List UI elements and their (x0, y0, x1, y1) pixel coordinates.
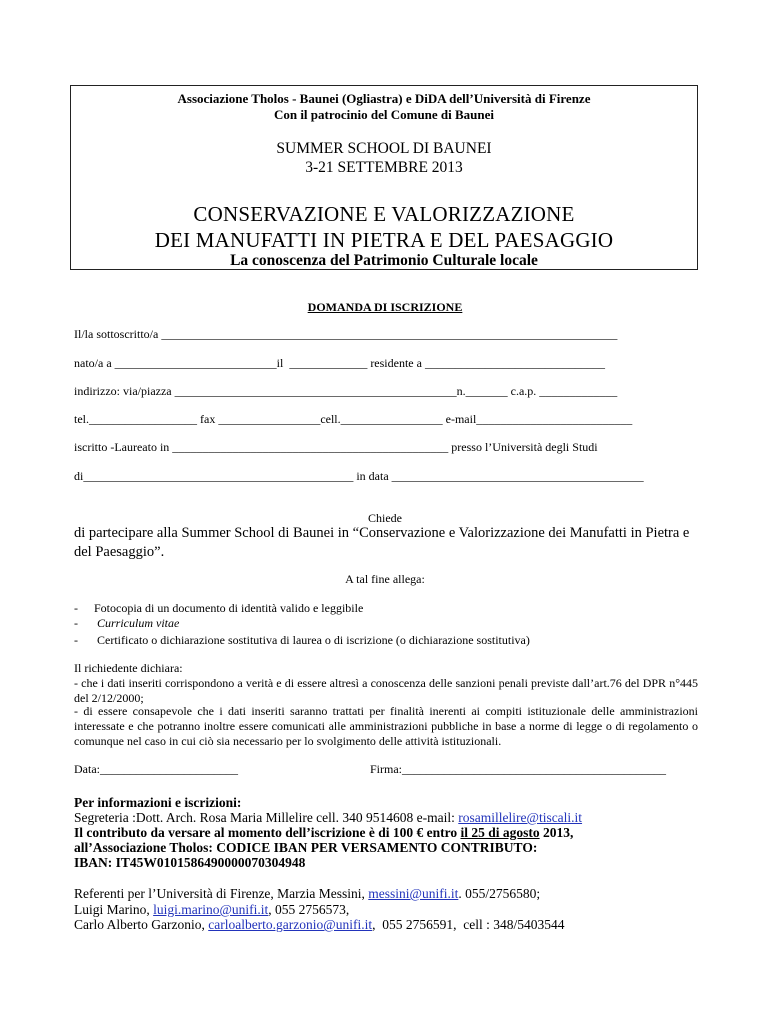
referent-2-email-link[interactable]: luigi.marino@unifi.it (153, 902, 269, 917)
list-bullet: - (74, 633, 78, 647)
referent-2 (74, 902, 349, 918)
info-iban-label: all’Associazione Tholos: CODICE IBAN PER VERSAMENTO CONTRIBUTO: (74, 840, 538, 855)
form-row-birth-residence[interactable]: nato/a a ___________________________il _____________ residente a ______________________________ (74, 356, 605, 370)
header-title-line1: CONSERVAZIONE E VALORIZZAZIONE (193, 202, 575, 226)
header-school-name: SUMMER SCHOOL DI BAUNEI (276, 140, 492, 157)
referent-3-text: Carlo Alberto Garzonio, (74, 917, 209, 932)
request-text: di partecipare alla Summer School di Baunei in “Conservazione e Valorizzazione dei Manufatti in Pietra e del Paesaggio”. (74, 525, 690, 560)
referent-1-phone: . 055/2756580; (458, 886, 541, 901)
header-subtitle: La conoscenza del Patrimonio Culturale locale (230, 252, 538, 269)
declaration-heading: Il richiedente dichiara: (74, 661, 183, 675)
declaration-paragraph-2: - di essere consapevole che i dati inseriti saranno trattati per finalità inerenti ai compiti istituzionale delle amministrazioni interessate e che potranno inoltre essere comunicati alle amministrazioni pubbliche in base a norme di legge o di regolamento o comunque nel caso in cui ciò sia necessario per lo svolgimento delle attività istituzionali. (74, 704, 698, 748)
request-heading: Chiede (368, 511, 402, 525)
form-title: DOMANDA DI ISCRIZIONE (307, 300, 463, 314)
info-heading: Per informazioni e iscrizioni: (74, 795, 242, 810)
info-contribution (74, 825, 573, 841)
referent-2-phone: , 055 2756573, (268, 902, 350, 917)
form-row-name[interactable]: Il/la sottoscritto/a ____________________________________________________________________________ (74, 327, 618, 341)
declaration-paragraph-1: - che i dati inseriti corrispondono a verità e di essere altresì a conoscenza delle sanzioni penali previste dall’art.76 del DPR n°445 del 2/12/2000; (74, 676, 698, 705)
date-field[interactable]: Data:_______________________ (74, 762, 238, 776)
referent-1-email-link[interactable]: messini@unifi.it (368, 886, 459, 901)
info-secretary (74, 810, 582, 826)
referent-3-email-link[interactable]: carloalberto.garzonio@unifi.it (208, 917, 373, 932)
list-item: Fotocopia di un documento di identità valido e leggibile (94, 601, 364, 615)
referent-3 (74, 917, 564, 933)
list-bullet: - (74, 601, 78, 615)
form-row-contacts[interactable]: tel.__________________ fax _________________cell._________________ e-mail__________________________ (74, 412, 633, 426)
referent-2-text: Luigi Marino, (74, 902, 154, 917)
referent-3-phone: , 055 2756591, cell : 348/5403544 (372, 917, 565, 932)
info-secretary-text: Segreteria :Dott. Arch. Rosa Maria Millelire cell. 340 9514608 e-mail: (74, 810, 459, 825)
secretary-email-link[interactable]: rosamillelire@tiscali.it (458, 810, 583, 825)
attachments-heading: A tal fine allega: (345, 572, 425, 586)
contribution-text: Il contributo da versare al momento dell’iscrizione è di 100 € entro (74, 825, 461, 840)
info-iban: IBAN: IT45W0101586490000070304948 (74, 855, 306, 870)
referent-1-text: Referenti per l’Università di Firenze, Marzia Messini, (74, 886, 369, 901)
header-dates: 3-21 SETTEMBRE 2013 (305, 159, 463, 176)
contribution-deadline: il 25 di agosto (460, 825, 540, 840)
header-patronage: Con il patrocinio del Comune di Baunei (273, 107, 495, 122)
form-row-address[interactable]: indirizzo: via/piazza _______________________________________________n._______ c.a.p. _____________ (74, 384, 618, 398)
header-title-line2: DEI MANUFATTI IN PIETRA E DEL PAESAGGIO (154, 228, 614, 252)
list-item: Certificato o dichiarazione sostitutiva di laurea o di iscrizione (o dichiarazione sostitutiva) (97, 633, 530, 647)
list-item: Curriculum vitae (97, 616, 180, 630)
signature-field[interactable]: Firma:____________________________________________ (370, 762, 666, 776)
form-row-degree[interactable]: iscritto -Laureato in ______________________________________________ presso l’Università degli Studi (74, 440, 598, 454)
header-box (70, 85, 698, 270)
contribution-year: 2013, (539, 825, 574, 840)
list-bullet: - (74, 616, 78, 630)
form-row-university-date[interactable]: di_____________________________________________ in data __________________________________________ (74, 469, 644, 483)
header-association: Associazione Tholos - Baunei (Ogliastra) e DiDA dell’Università di Firenze (177, 91, 591, 106)
referent-1 (74, 886, 540, 902)
